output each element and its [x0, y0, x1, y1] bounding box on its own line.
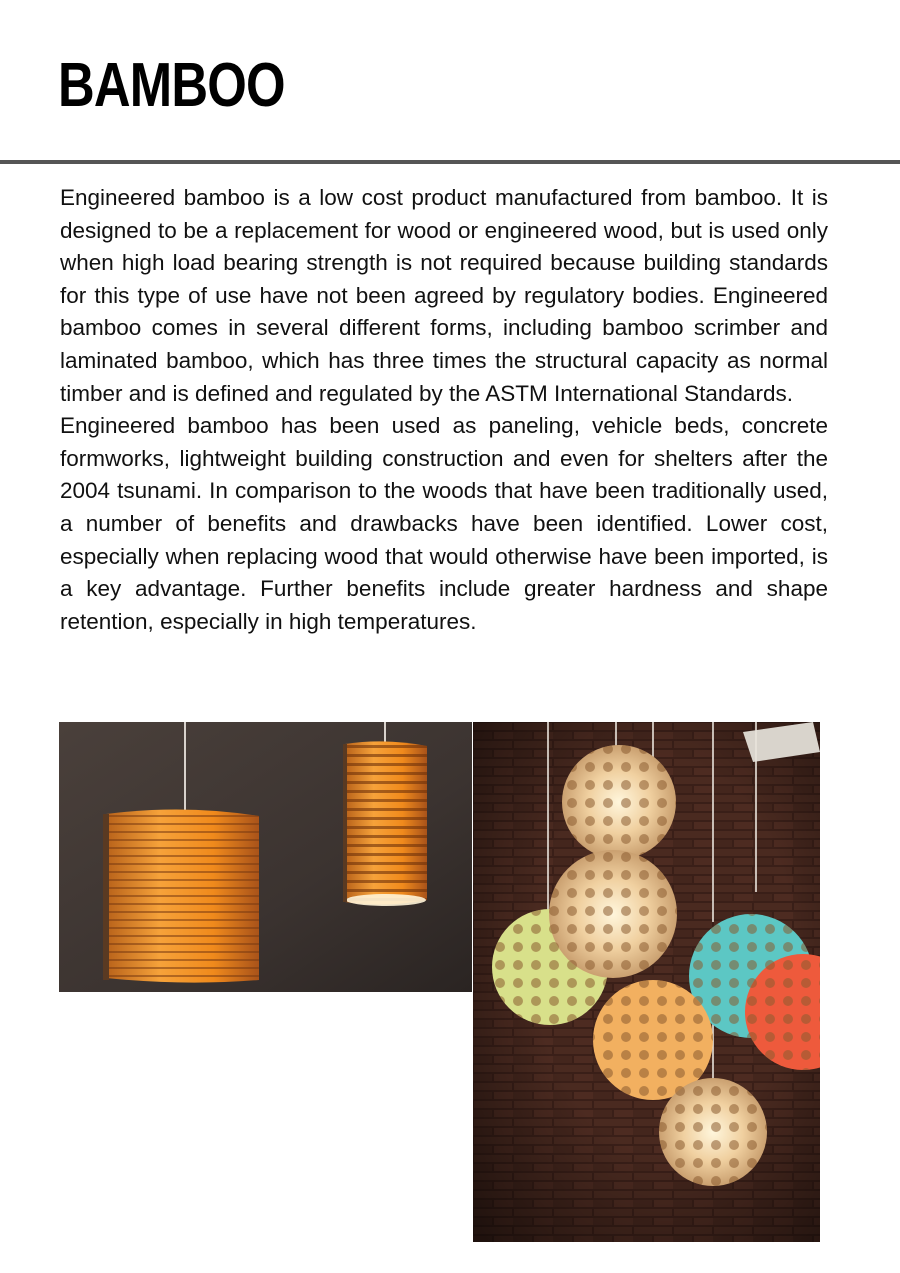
sphere-lamps-illustration [473, 722, 820, 1242]
article-body [60, 182, 828, 638]
paragraph-1: Engineered bamboo is a low cost product manufactured from bamboo. It is designed to be a replacement for wood or engineered wood, but is used only when high load bearing strength is not required because building standards for this type of use have not been agreed by regulatory bodies. Engineered bamboo comes in several different forms, including bamboo scrimber and laminated bamboo, which has three times the structural capacity as normal timber and is defined and regulated by the ASTM International Standards. [60, 185, 828, 406]
striped-lamps-photo [59, 722, 472, 992]
header-divider [0, 160, 900, 164]
sphere-lamps-photo [473, 722, 820, 1242]
paragraph-2: Engineered bamboo has been used as paneling, vehicle beds, concrete formworks, lightweight building construction and even for shelters after the 2004 tsunami. In comparison to the woods that have been traditionally used, a number of benefits and drawbacks have been identified. Lower cost, especially when replacing wood that would otherwise have been imported, is a key advantage. Further benefits include greater hardness and shape retention, especially in high temperatures. [60, 413, 828, 634]
page-title: BAMBOO [58, 51, 285, 120]
striped-lamps-illustration [59, 722, 472, 992]
